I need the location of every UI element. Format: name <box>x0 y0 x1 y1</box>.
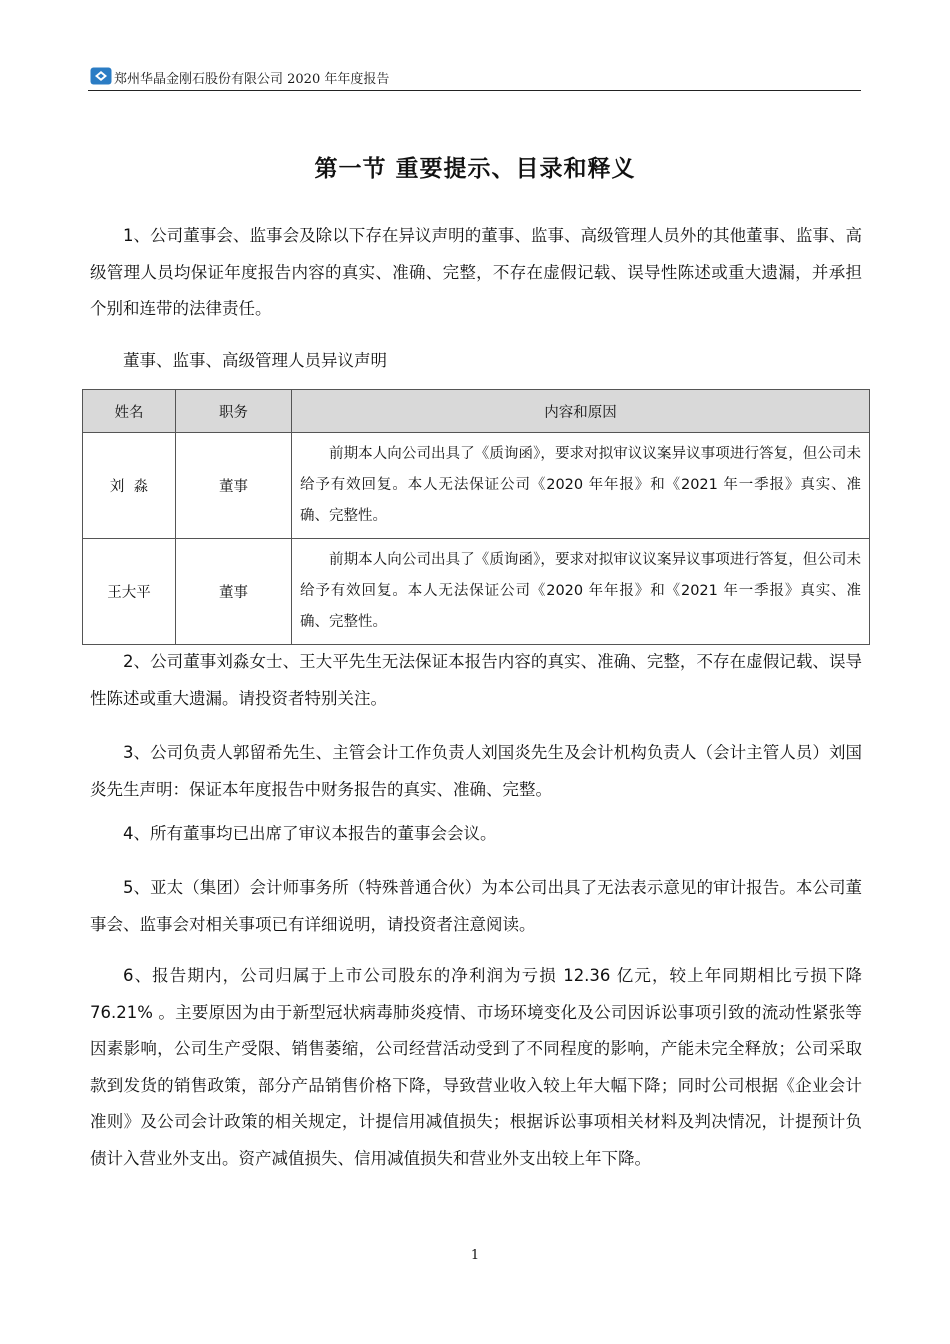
column-header-name: 姓名 <box>83 390 176 433</box>
paragraph-4: 4、所有董事均已出席了审议本报告的董事会会议。 <box>123 824 497 843</box>
column-header-reason: 内容和原因 <box>292 390 870 433</box>
director-position: 董事 <box>176 539 292 645</box>
page-header <box>88 66 861 91</box>
paragraph-5: 5、亚太（集团）会计师事务所（特殊普通合伙）为本公司出具了无法表示意见的审计报告。本公司董事会、监事会对相关事项已有详细说明，请投资者注意阅读。 <box>90 878 862 934</box>
director-name: 王大平 <box>83 539 176 645</box>
director-position: 董事 <box>176 433 292 539</box>
table-row <box>83 539 870 645</box>
page-number: 1 <box>470 1248 480 1263</box>
paragraph-6: 6、报告期内，公司归属于上市公司股东的净利润为亏损 12.36 亿元，较上年同期相比亏损下降 76.21% 。主要原因为由于新型冠状病毒肺炎疫情、市场环境变化及公司因诉讼事项引致的流动性紧张等因素影响，公司生产受限、销售萎缩，公司经营活动受到了不同程度的影响，产能未完全释放；公司采取款到发货的销售政策，部分产品销售价格下降，导致营业收入较上年大幅下降；同时公司根据《企业会计准则》及公司会计政策的相关规定，计提信用减值损失；根据诉讼事项相关材料及判决情况，计提预计负债计入营业外支出。资产减值损失、信用减值损失和营业外支出较上年下降。 <box>90 966 862 1168</box>
company-logo-icon <box>90 67 112 85</box>
table-caption: 董事、监事、高级管理人员异议声明 <box>123 351 387 370</box>
paragraph-1: 1、公司董事会、监事会及除以下存在异议声明的董事、监事、高级管理人员外的其他董事、监事、高级管理人员均保证年度报告内容的真实、准确、完整，不存在虚假记载、误导性陈述或重大遗漏，并承担个别和连带的法律责任。 <box>90 226 862 318</box>
report-header-title: 郑州华晶金刚石股份有限公司 2020 年年度报告 <box>114 72 390 87</box>
paragraph-2: 2、公司董事刘淼女士、王大平先生无法保证本报告内容的真实、准确、完整，不存在虚假记载、误导性陈述或重大遗漏。请投资者特别关注。 <box>90 652 862 708</box>
table-header-row <box>83 390 870 433</box>
section-title: 第一节 重要提示、目录和释义 <box>314 156 636 182</box>
table-row <box>83 433 870 539</box>
dissent-table <box>82 389 870 645</box>
dissent-reason: 前期本人向公司出具了《质询函》，要求对拟审议议案异议事项进行答复，但公司未给予有效回复。本人无法保证公司《2020 年年报》和《2021 年一季报》真实、准确、完整性。 <box>292 433 870 539</box>
paragraph-3: 3、公司负责人郭留希先生、主管会计工作负责人刘国炎先生及会计机构负责人（会计主管人员）刘国炎先生声明：保证本年度报告中财务报告的真实、准确、完整。 <box>90 743 862 799</box>
dissent-reason: 前期本人向公司出具了《质询函》，要求对拟审议议案异议事项进行答复，但公司未给予有效回复。本人无法保证公司《2020 年年报》和《2021 年一季报》真实、准确、完整性。 <box>292 539 870 645</box>
director-name: 刘 淼 <box>83 433 176 539</box>
column-header-position: 职务 <box>176 390 292 433</box>
